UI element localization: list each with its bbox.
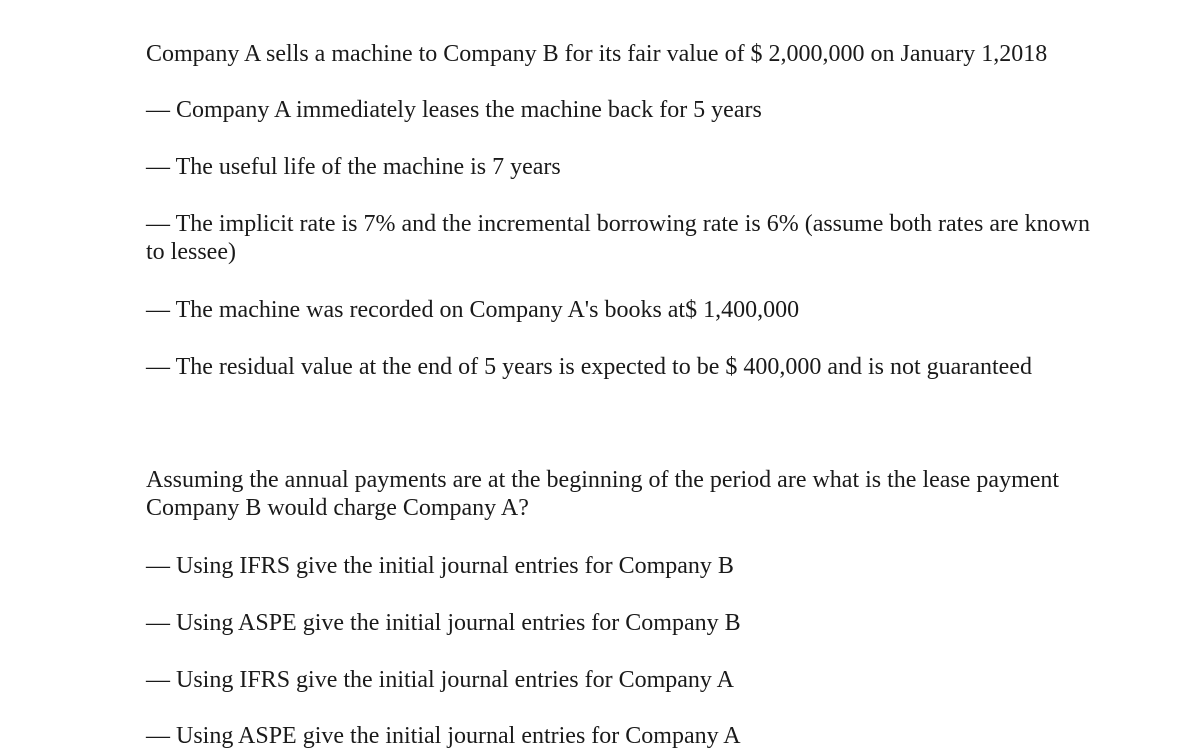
fact-item: — The useful life of the machine is 7 years (146, 154, 561, 180)
question-paragraph: Assuming the annual payments are at the beginning of the period are what is the lease payment Company B would charge Company A? (146, 467, 1060, 521)
fact-item: — The residual value at the end of 5 years is expected to be $ 400,000 and is not guaranteed (146, 354, 1032, 380)
fact-item: — Company A immediately leases the machine back for 5 years (146, 97, 762, 123)
task-item: — Using ASPE give the initial journal entries for Company A (146, 723, 741, 749)
fact-item: — The implicit rate is 7% and the incremental borrowing rate is 6% (assume both rates are known to lessee) (146, 211, 1090, 265)
task-item: — Using ASPE give the initial journal entries for Company B (146, 610, 741, 636)
fact-item: — The machine was recorded on Company A's books at$ 1,400,000 (146, 297, 800, 323)
task-item: — Using IFRS give the initial journal entries for Company B (146, 553, 734, 579)
task-item: — Using IFRS give the initial journal entries for Company A (146, 667, 734, 693)
intro-paragraph: Company A sells a machine to Company B for its fair value of $ 2,000,000 on January 1,2018 (146, 41, 1048, 67)
